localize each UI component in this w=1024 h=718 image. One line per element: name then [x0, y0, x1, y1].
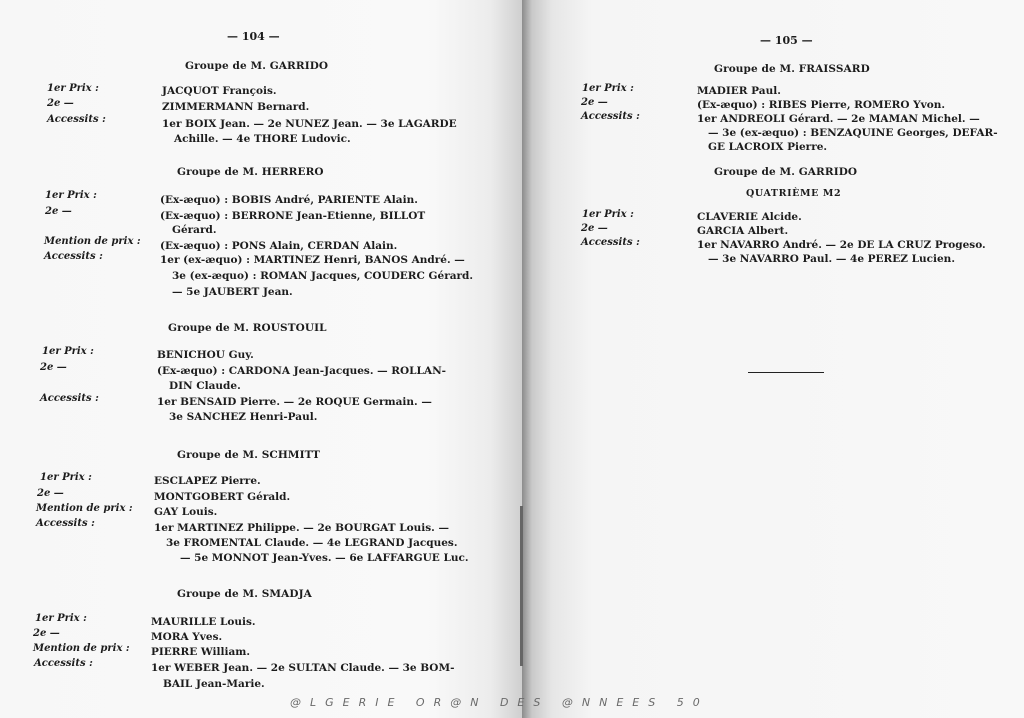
row-text: (Ex-æquo) : CARDONA Jean-Jacques. — ROLLAN-	[157, 365, 447, 377]
row-text: GARCIA Albert.	[697, 225, 789, 237]
row-text: MAURILLE Louis.	[151, 616, 256, 628]
row-text: (Ex-æquo) : BOBIS André, PARIENTE Alain.	[160, 194, 418, 206]
row-text: ESCLAPEZ Pierre.	[154, 475, 261, 487]
row-label: 1er Prix :	[45, 190, 97, 201]
end-rule	[748, 372, 824, 373]
row-text: Gérard.	[172, 224, 217, 236]
watermark: @LGERIE OR@N DES @NNEES 50	[290, 696, 709, 709]
row-label: 2e —	[40, 362, 67, 373]
row-text: (Ex-æquo) : BERRONE Jean-Etienne, BILLOT	[160, 210, 426, 222]
row-label: 2e —	[581, 97, 608, 108]
row-text: ZIMMERMANN Bernard.	[162, 101, 310, 113]
row-text: — 5e MONNOT Jean-Yves. — 6e LAFFARGUE Luc.	[180, 552, 469, 564]
row-text: DIN Claude.	[169, 380, 241, 392]
row-text: JACQUOT François.	[162, 85, 277, 97]
row-text: (Ex-æquo) : PONS Alain, CERDAN Alain.	[160, 240, 398, 252]
row-text: 3e (ex-æquo) : ROMAN Jacques, COUDERC Gérard.	[172, 270, 474, 282]
row-label: Accessits :	[581, 111, 640, 122]
row-label: 2e —	[37, 488, 64, 499]
row-label: Accessits :	[44, 251, 103, 262]
binding-mark	[520, 506, 523, 666]
page-number: — 105 —	[760, 34, 813, 47]
row-text: 1er WEBER Jean. — 2e SULTAN Claude. — 3e BOM-	[151, 662, 455, 674]
row-label: 1er Prix :	[582, 83, 634, 94]
row-label: 2e —	[45, 206, 72, 217]
group-title: Groupe de M. SMADJA	[177, 588, 312, 600]
row-text: 3e FROMENTAL Claude. — 4e LEGRAND Jacques.	[166, 537, 458, 549]
row-text: — 5e JAUBERT Jean.	[172, 286, 293, 298]
row-text: 1er ANDREOLI Gérard. — 2e MAMAN Michel. —	[697, 113, 980, 125]
row-text: GE LACROIX Pierre.	[708, 141, 828, 153]
row-label: Accessits :	[36, 518, 95, 529]
group-title: Groupe de M. FRAISSARD	[714, 63, 870, 75]
row-text: MORA Yves.	[151, 631, 223, 643]
row-label: 1er Prix :	[40, 472, 92, 483]
row-text: CLAVERIE Alcide.	[697, 211, 802, 223]
row-text: MADIER Paul.	[697, 85, 781, 97]
row-label: Accessits :	[40, 393, 99, 404]
row-text: BENICHOU Guy.	[157, 349, 254, 361]
row-label: Accessits :	[34, 658, 93, 669]
row-label: Mention de prix :	[36, 503, 133, 514]
row-text: 1er BOIX Jean. — 2e NUNEZ Jean. — 3e LAGARDE	[162, 118, 457, 130]
right-page	[522, 0, 1024, 718]
row-label: 2e —	[581, 223, 608, 234]
group-title: Groupe de M. GARRIDO	[185, 60, 329, 72]
row-text: 1er NAVARRO André. — 2e DE LA CRUZ Progeso.	[697, 239, 986, 251]
row-text: GAY Louis.	[154, 506, 218, 518]
row-text: 3e SANCHEZ Henri-Paul.	[169, 411, 318, 423]
row-label: 2e —	[47, 98, 74, 109]
row-label: 1er Prix :	[42, 346, 94, 357]
row-text: 1er MARTINEZ Philippe. — 2e BOURGAT Louis. —	[154, 522, 449, 534]
row-text: 1er (ex-æquo) : MARTINEZ Henri, BANOS André. —	[160, 254, 465, 266]
row-label: 1er Prix :	[35, 613, 87, 624]
row-label: Mention de prix :	[33, 643, 130, 654]
row-label: 2e —	[33, 628, 60, 639]
row-text: — 3e (ex-æquo) : BENZAQUINE Georges, DEFAR-	[708, 127, 998, 139]
group-title: Groupe de M. SCHMITT	[177, 449, 321, 461]
row-text: 1er BENSAID Pierre. — 2e ROQUE Germain. —	[157, 396, 432, 408]
class-subtitle: QUATRIÈME M2	[746, 188, 842, 199]
row-label: 1er Prix :	[582, 209, 634, 220]
row-label: Accessits :	[581, 237, 640, 248]
row-text: BAIL Jean-Marie.	[163, 678, 265, 690]
page-number: — 104 —	[227, 30, 280, 43]
group-title: Groupe de M. HERRERO	[177, 166, 324, 178]
row-text: (Ex-æquo) : RIBES Pierre, ROMERO Yvon.	[697, 99, 946, 111]
group-title: Groupe de M. GARRIDO	[714, 166, 858, 178]
row-label: 1er Prix :	[47, 83, 99, 94]
row-text: PIERRE William.	[151, 646, 251, 658]
group-title: Groupe de M. ROUSTOUIL	[168, 322, 327, 334]
row-text: MONTGOBERT Gérald.	[154, 491, 291, 503]
row-label: Mention de prix :	[44, 236, 141, 247]
row-label: Accessits :	[47, 114, 106, 125]
row-text: Achille. — 4e THORE Ludovic.	[174, 133, 351, 145]
row-text: — 3e NAVARRO Paul. — 4e PEREZ Lucien.	[708, 253, 955, 265]
